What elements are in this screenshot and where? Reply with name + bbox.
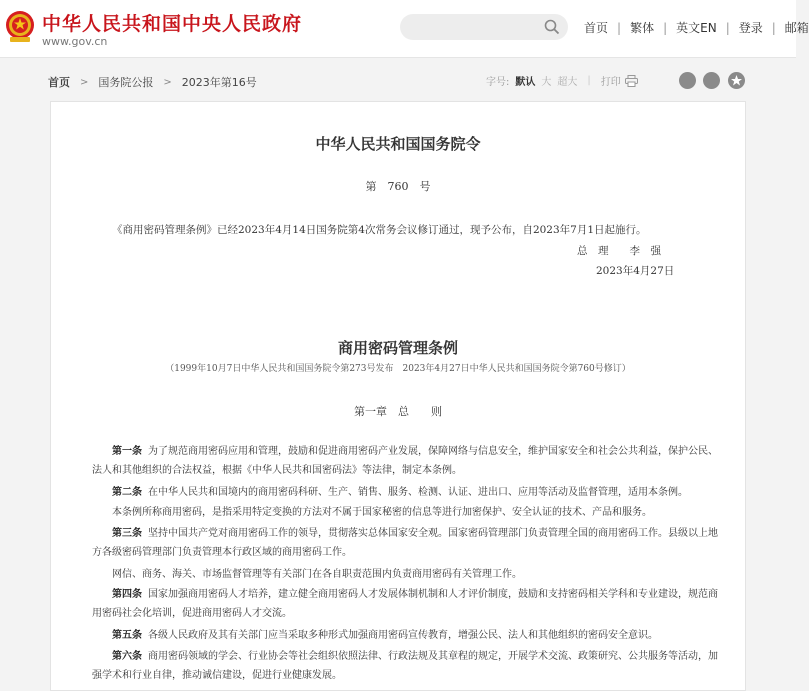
article-paragraph <box>92 565 722 584</box>
article-paragraph <box>92 626 722 645</box>
article-label: 第一条 <box>112 446 142 457</box>
nav-home-link[interactable]: 首页 <box>584 21 609 35</box>
article-paragraph <box>92 483 722 502</box>
article-tools <box>486 73 638 88</box>
site-url: www.gov.cn <box>42 35 108 48</box>
article-text: 国家加强商用密码人才培养，建立健全商用密码人才发展体制机制和人才评价制度，鼓励和支持密码相关学科和专业建设，规范商用密码社会化培训，促进商用密码人才交流。 <box>92 589 718 619</box>
font-size-xlarge[interactable]: 超大 <box>557 77 578 88</box>
font-size-large[interactable]: 大 <box>541 77 552 88</box>
article-paragraph <box>92 585 722 623</box>
font-size-default[interactable]: 默认 <box>515 77 536 88</box>
chevron-right-icon: > <box>163 76 172 88</box>
article-paragraph <box>92 524 722 562</box>
article-paragraph <box>92 503 722 522</box>
regulation-title: 商用密码管理条例 <box>337 339 458 357</box>
article-label: 第六条 <box>112 651 142 662</box>
article-text: 本条例所称商用密码，是指采用特定变换的方法对不属于国家秘密的信息等进行加密保护、安全认证的技术、产品和服务。 <box>112 507 652 518</box>
wechat-share-icon[interactable] <box>703 72 720 89</box>
nav-traditional-link[interactable]: 繁体 <box>630 21 655 35</box>
announcement-text: 《商用密码管理条例》已经2023年4月14日国务院第4次常务会议修订通过，现予公布，自2023年7月1日起施行。 <box>112 224 647 236</box>
article-text: 各级人民政府及其有关部门应当采取多种形式加强商用密码宣传教育，增强公民、法人和其他组织的密码安全意识。 <box>148 630 658 641</box>
nav-english-link[interactable]: 英文EN <box>676 21 717 35</box>
top-nav <box>584 19 809 36</box>
national-emblem-icon[interactable] <box>4 9 36 45</box>
article-text: 坚持中国共产党对商用密码工作的领导，贯彻落实总体国家安全观。国家密码管理部门负责管理全国的商用密码工作。县级以上地方各级密码管理部门负责管理本行政区域的商用密码工作。 <box>92 528 718 558</box>
article-text: 为了规范商用密码应用和管理，鼓励和促进商用密码产业发展，保障网络与信息安全，维护国家安全和社会公共利益，保护公民、法人和其他组织的合法权益，根据《中华人民共和国密码法》等法律，制定本条例。 <box>92 446 718 476</box>
article-label: 第五条 <box>112 630 142 641</box>
signer: 总 理 李 强 <box>577 245 661 257</box>
article-paragraph <box>92 442 722 480</box>
search-icon[interactable] <box>544 19 560 35</box>
chapter-heading: 第一章 总 则 <box>354 405 442 418</box>
nav-divider: | <box>663 20 668 35</box>
sign-date: 2023年4月27日 <box>596 265 675 277</box>
nav-divider: | <box>725 20 730 35</box>
article-text: 网信、商务、海关、市场监督管理等有关部门在各自职责范围内负责商用密码有关管理工作。 <box>112 569 522 580</box>
breadcrumb-home[interactable]: 首页 <box>48 76 70 89</box>
print-link[interactable]: 打印 <box>600 77 621 88</box>
search-input[interactable] <box>400 14 568 40</box>
order-title: 中华人民共和国国务院令 <box>315 135 481 153</box>
article-text: 商用密码领域的学会、行业协会等社会组织依照法律、行政法规及其章程的规定，开展学术交流、政策研究、公共服务等活动，加强学术和行业自律，推动诚信建设，促进行业健康发展。 <box>92 651 718 681</box>
article-label: 第三条 <box>112 528 142 539</box>
article-label: 第四条 <box>112 589 142 600</box>
breadcrumb-issue[interactable]: 2023年第16号 <box>181 76 257 89</box>
regulation-note: （1999年10月7日中华人民共和国国务院令第273号发布 2023年4月27日中华人民共和国国务院令第760号修订） <box>165 364 631 374</box>
nav-divider: | <box>771 20 776 35</box>
article-text: 在中华人民共和国境内的商用密码科研、生产、销售、服务、检测、认证、进出口、应用等活动及监督管理，适用本条例。 <box>148 487 688 498</box>
site-title[interactable]: 中华人民共和国中央人民政府 <box>42 13 303 35</box>
chevron-right-icon: > <box>80 76 89 88</box>
tools-divider: | <box>587 75 591 86</box>
nav-mail-link[interactable]: 邮箱 <box>784 21 809 35</box>
weibo-share-icon[interactable] <box>679 72 696 89</box>
printer-icon[interactable] <box>625 75 638 87</box>
order-number: 第 760 号 <box>365 180 431 193</box>
nav-login-link[interactable]: 登录 <box>738 21 763 35</box>
breadcrumb-gazette[interactable]: 国务院公报 <box>98 76 154 89</box>
font-size-label: 字号: <box>486 77 510 88</box>
nav-divider: | <box>617 20 622 35</box>
article-label: 第二条 <box>112 487 142 498</box>
favorite-star-icon[interactable] <box>728 72 745 89</box>
article-paragraph <box>92 647 722 685</box>
breadcrumb <box>48 74 257 90</box>
